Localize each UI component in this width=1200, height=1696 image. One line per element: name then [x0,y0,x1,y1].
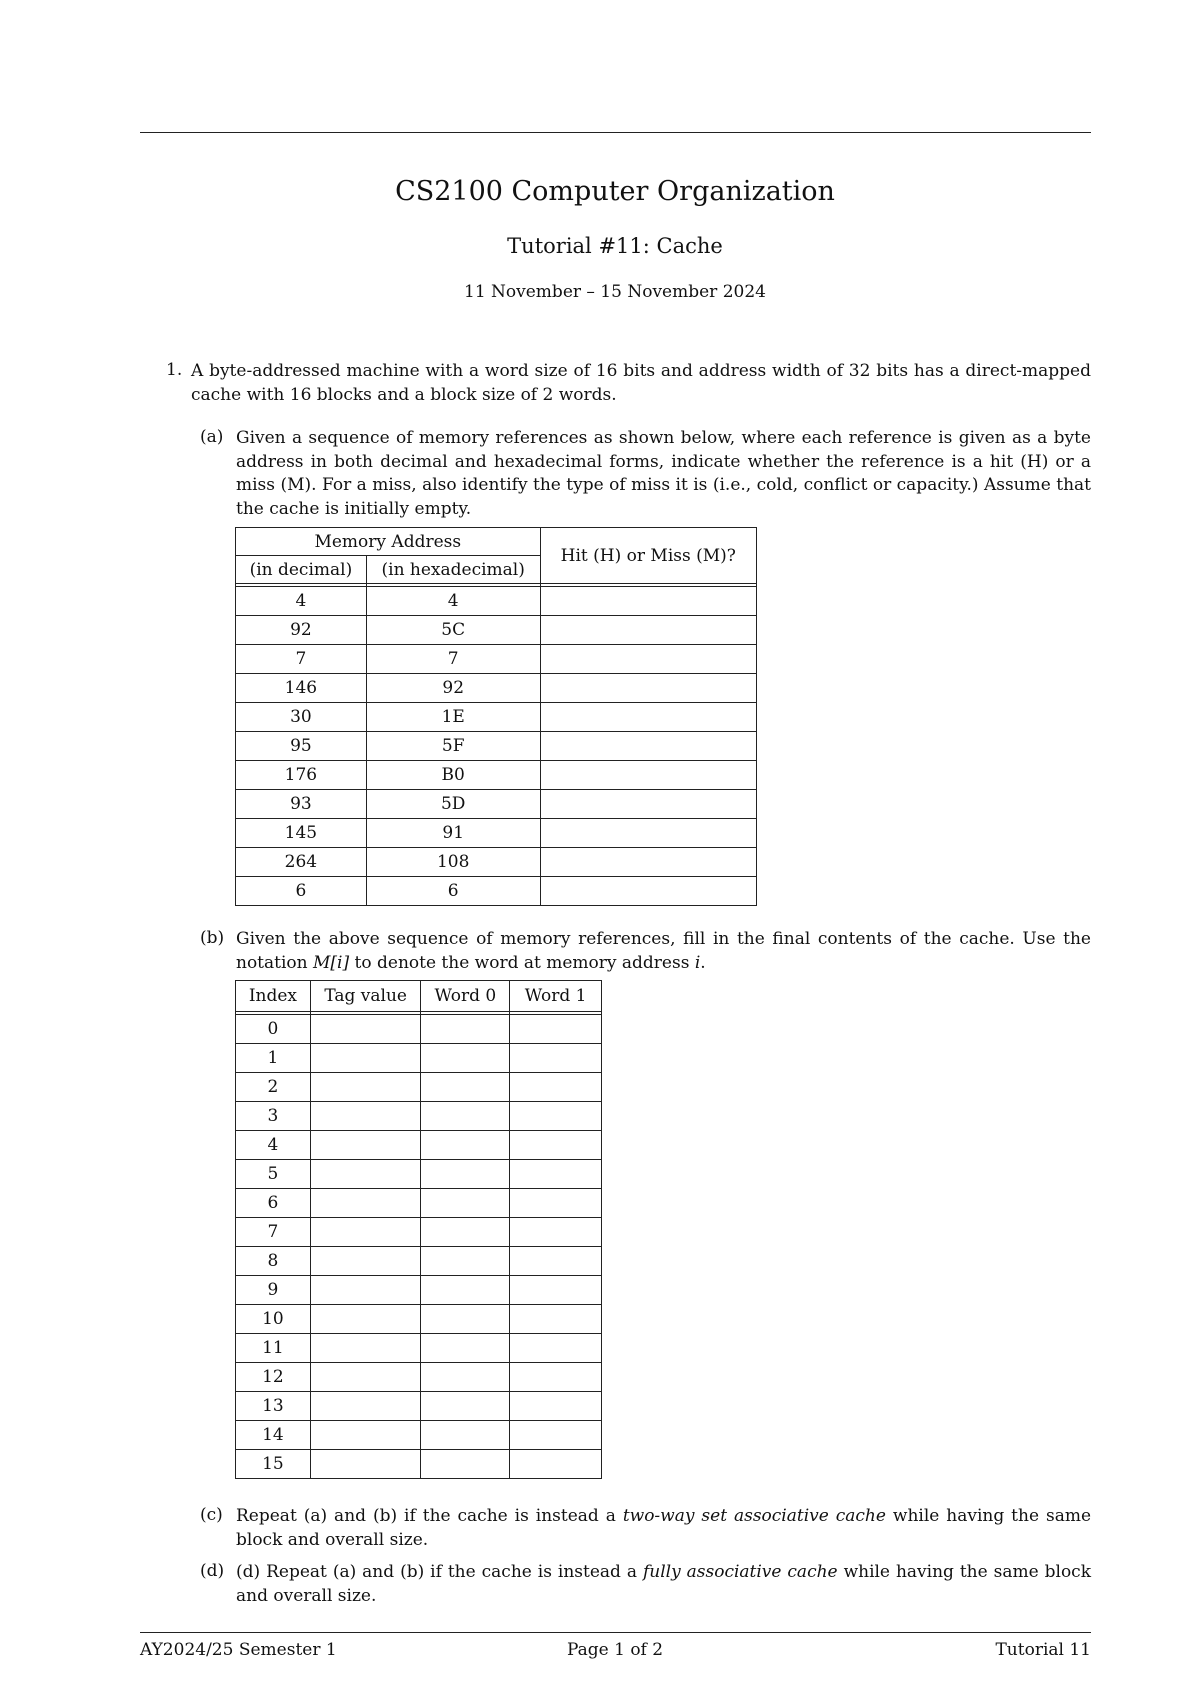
tag-cell[interactable] [310,1015,421,1044]
tag-cell[interactable] [310,1421,421,1450]
table-row [236,703,757,732]
word1-header: Word 1 [510,981,602,1012]
index-cell: 0 [236,1015,311,1044]
decimal-cell: 92 [236,616,367,645]
index-cell: 7 [236,1218,311,1247]
decimal-cell: 95 [236,732,367,761]
word1-cell[interactable] [510,1044,602,1073]
decimal-cell: 4 [236,587,367,616]
table-row [236,761,757,790]
table-row [236,1247,602,1276]
hit-miss-cell[interactable] [540,877,756,906]
index-cell: 11 [236,1334,311,1363]
word0-cell[interactable] [421,1392,510,1421]
word1-cell[interactable] [510,1102,602,1131]
part-b-text [236,928,1091,975]
table-row [236,1276,602,1305]
table-row [236,819,757,848]
table-row [236,1073,602,1102]
table-row [236,1363,602,1392]
table-row [236,1102,602,1131]
tag-cell[interactable] [310,1276,421,1305]
word1-cell[interactable] [510,1073,602,1102]
top-rule [140,132,1091,133]
decimal-cell: 176 [236,761,367,790]
word0-cell[interactable] [421,1421,510,1450]
table-row [236,587,757,616]
tag-cell[interactable] [310,1189,421,1218]
part-b-text-1: Given the above sequence of memory references, fill in the final contents of the cache. Use the notation [236,929,1091,973]
table-row [236,790,757,819]
hit-miss-cell[interactable] [540,848,756,877]
part-d-label: (d) [200,1561,225,1581]
part-a-label: (a) [200,427,224,447]
decimal-cell: 7 [236,645,367,674]
tag-cell[interactable] [310,1131,421,1160]
table-row [236,616,757,645]
hit-miss-cell[interactable] [540,732,756,761]
index-cell: 6 [236,1189,311,1218]
part-d-text-2: while having the same block and overall size. [236,1562,1092,1606]
table-row [236,877,757,906]
word0-cell[interactable] [421,1450,510,1479]
index-cell: 8 [236,1247,311,1276]
footer-tutorial: Tutorial 11 [995,1640,1091,1660]
date-range: 11 November – 15 November 2024 [464,282,766,302]
hex-cell: 5C [366,616,540,645]
table-row [236,1305,602,1334]
index-cell: 13 [236,1392,311,1421]
part-d-emphasis: fully associative cache [642,1562,838,1582]
word0-cell[interactable] [421,1305,510,1334]
question-number: 1. [166,360,183,380]
hit-miss-cell[interactable] [540,587,756,616]
tag-cell[interactable] [310,1044,421,1073]
hex-cell: 92 [366,674,540,703]
notation: M[i] [313,952,350,973]
word1-cell[interactable] [510,1276,602,1305]
footer-semester: AY2024/25 Semester 1 [140,1640,337,1660]
hit-miss-cell[interactable] [540,616,756,645]
index-cell: 14 [236,1421,311,1450]
tag-cell[interactable] [310,1247,421,1276]
hex-cell: 5F [366,732,540,761]
word1-cell[interactable] [510,1421,602,1450]
table-row [236,1044,602,1073]
hit-miss-cell[interactable] [540,790,756,819]
part-a-text: Given a sequence of memory references as shown below, where each reference is given as a byte address in both decimal and hexadecimal forms, indicate whether the reference is a hit (H) or a miss (M). For a miss, also identify the type of miss it is (i.e., cold, conflict or capacity.) Assume that the cache is initially empty. [236,428,1091,519]
word0-cell[interactable] [421,1131,510,1160]
word1-cell[interactable] [510,1334,602,1363]
part-c-emphasis: two-way set associative cache [622,1506,886,1526]
index-cell: 4 [236,1131,311,1160]
word1-cell[interactable] [510,1392,602,1421]
decimal-cell: 264 [236,848,367,877]
word0-cell[interactable] [421,1073,510,1102]
word1-cell[interactable] [510,1363,602,1392]
hit-miss-header: Hit (H) or Miss (M)? [540,528,756,584]
word0-cell[interactable] [421,1247,510,1276]
decimal-cell: 145 [236,819,367,848]
word1-cell[interactable] [510,1131,602,1160]
decimal-cell: 30 [236,703,367,732]
hit-miss-cell[interactable] [540,761,756,790]
table-row [236,1450,602,1479]
part-b-text-end: . [700,952,706,973]
word0-cell[interactable] [421,1189,510,1218]
word1-cell[interactable] [510,1160,602,1189]
index-cell: 2 [236,1073,311,1102]
memory-address-header: Memory Address [236,528,541,556]
tag-cell[interactable] [310,1334,421,1363]
word0-cell[interactable] [421,1102,510,1131]
table-row [236,674,757,703]
word1-cell[interactable] [510,1218,602,1247]
table-row [236,1421,602,1450]
word1-cell[interactable] [510,1189,602,1218]
part-d-text [236,1561,1091,1608]
part-b-text-2: to denote the word at memory address [354,952,690,973]
hex-cell: B0 [366,761,540,790]
index-cell: 9 [236,1276,311,1305]
tag-cell[interactable] [310,1450,421,1479]
word0-cell[interactable] [421,1276,510,1305]
word1-cell[interactable] [510,1247,602,1276]
table-row [236,1189,602,1218]
table-row [236,645,757,674]
index-cell: 10 [236,1305,311,1334]
tag-cell[interactable] [310,1102,421,1131]
tag-cell[interactable] [310,1392,421,1421]
word1-cell[interactable] [510,1305,602,1334]
decimal-cell: 93 [236,790,367,819]
hit-miss-cell[interactable] [540,674,756,703]
tag-cell[interactable] [310,1363,421,1392]
cache-contents-table [235,980,602,1479]
hex-cell: 7 [366,645,540,674]
hex-cell: 108 [366,848,540,877]
index-cell: 3 [236,1102,311,1131]
footer-rule [140,1632,1091,1633]
index-cell: 5 [236,1160,311,1189]
hit-miss-cell[interactable] [540,645,756,674]
hex-cell: 91 [366,819,540,848]
table-row [236,1334,602,1363]
variable-i: i [694,952,701,973]
hex-cell: 6 [366,877,540,906]
word0-header: Word 0 [421,981,510,1012]
hex-cell: 1E [366,703,540,732]
table-row [236,1131,602,1160]
footer-page: Page 1 of 2 [566,1640,664,1660]
question-intro: A byte-addressed machine with a word size of 16 bits and address width of 32 bits has a direct-mapped cache with 16 blocks and a block size of 2 words. [191,361,1091,405]
tutorial-title: Tutorial #11: Cache [507,234,723,258]
word0-cell[interactable] [421,1160,510,1189]
hex-cell: 5D [366,790,540,819]
decimal-cell: 146 [236,674,367,703]
table-row [236,1218,602,1247]
tag-header: Tag value [310,981,421,1012]
word0-cell[interactable] [421,1334,510,1363]
word0-cell[interactable] [421,1015,510,1044]
index-cell: 15 [236,1450,311,1479]
table-row [236,848,757,877]
decimal-header: (in decimal) [236,556,367,584]
index-cell: 12 [236,1363,311,1392]
tag-cell[interactable] [310,1073,421,1102]
hit-miss-cell[interactable] [540,703,756,732]
index-cell: 1 [236,1044,311,1073]
table-row [236,1160,602,1189]
part-b-label: (b) [200,928,225,948]
course-title: CS2100 Computer Organization [395,176,835,207]
part-c-text [236,1505,1091,1552]
hit-miss-cell[interactable] [540,819,756,848]
index-header: Index [236,981,311,1012]
part-c-text-2: while having the same block and overall size. [236,1506,1092,1550]
part-c-label: (c) [200,1505,223,1525]
tag-cell[interactable] [310,1218,421,1247]
word1-cell[interactable] [510,1015,602,1044]
tag-cell[interactable] [310,1305,421,1334]
hex-cell: 4 [366,587,540,616]
word0-cell[interactable] [421,1218,510,1247]
table-row [236,1392,602,1421]
memory-reference-table [235,527,757,906]
table-row [236,1015,602,1044]
tag-cell[interactable] [310,1160,421,1189]
word1-cell[interactable] [510,1450,602,1479]
table-row [236,732,757,761]
word0-cell[interactable] [421,1363,510,1392]
part-c-text-1: Repeat (a) and (b) if the cache is instead a [236,1506,616,1526]
word0-cell[interactable] [421,1044,510,1073]
hex-header: (in hexadecimal) [366,556,540,584]
decimal-cell: 6 [236,877,367,906]
part-d-text-1: (d) Repeat (a) and (b) if the cache is instead a [236,1562,637,1582]
